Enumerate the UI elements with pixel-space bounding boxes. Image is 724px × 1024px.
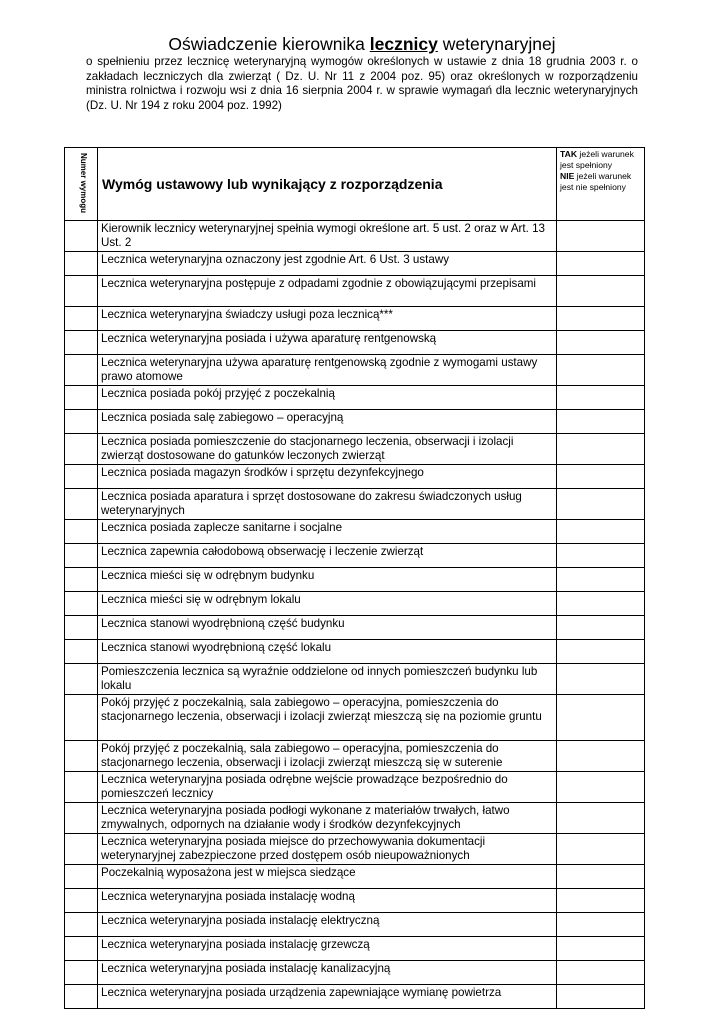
requirement-text-cell: Lecznica posiada zaplecze sanitarne i socjalne (98, 520, 557, 544)
requirement-text-cell: Poczekalnią wyposażona jest w miejsca siedzące (98, 865, 557, 889)
answer-cell[interactable] (557, 307, 645, 331)
requirement-number-cell[interactable] (65, 937, 98, 961)
table-row (65, 985, 645, 1009)
table-row (65, 568, 645, 592)
table-row (65, 834, 645, 865)
requirement-number-cell[interactable] (65, 276, 98, 307)
requirement-number-cell[interactable] (65, 803, 98, 834)
header-requirement-label: Wymóg ustawowy lub wynikający z rozporządzenia (102, 176, 443, 192)
requirement-number-cell[interactable] (65, 741, 98, 772)
answer-cell[interactable] (557, 465, 645, 489)
requirement-text-cell: Lecznica weterynaryjna posiada instalację wodną (98, 889, 557, 913)
requirement-number-cell[interactable] (65, 221, 98, 252)
answer-cell[interactable] (557, 664, 645, 695)
requirement-number-cell[interactable] (65, 664, 98, 695)
answer-cell[interactable] (557, 386, 645, 410)
header-tak-label: TAK (560, 149, 578, 159)
requirement-text-cell: Lecznica weterynaryjna posiada i używa aparaturę rentgenowską (98, 331, 557, 355)
requirement-number-cell[interactable] (65, 961, 98, 985)
requirement-text-cell: Lecznica weterynaryjna posiada instalację elektryczną (98, 913, 557, 937)
requirement-number-cell[interactable] (65, 544, 98, 568)
answer-cell[interactable] (557, 252, 645, 276)
requirement-text-cell: Lecznica stanowi wyodrębnioną część lokalu (98, 640, 557, 664)
answer-cell[interactable] (557, 803, 645, 834)
requirement-text-cell: Lecznica posiada magazyn środków i sprzętu dezynfekcyjnego (98, 465, 557, 489)
answer-cell[interactable] (557, 772, 645, 803)
title-emphasis: lecznicy (369, 34, 438, 54)
answer-cell[interactable] (557, 434, 645, 465)
requirement-text-cell: Lecznica weterynaryjna posiada instalację grzewczą (98, 937, 557, 961)
table-row (65, 544, 645, 568)
table-row (65, 520, 645, 544)
requirement-number-cell[interactable] (65, 695, 98, 741)
requirement-number-cell[interactable] (65, 616, 98, 640)
requirement-text-cell: Lecznica posiada pokój przyjęć z poczekalnią (98, 386, 557, 410)
requirement-text-cell: Lecznica weterynaryjna posiada urządzenia zapewniające wymianę powietrza (98, 985, 557, 1009)
requirement-text-cell: Lecznica posiada pomieszczenie do stacjonarnego leczenia, obserwacji i izolacji zwierząt dostosowane do gatunków leczonych zwierząt (98, 434, 557, 465)
title-suffix: weterynaryjnej (437, 34, 556, 54)
answer-cell[interactable] (557, 355, 645, 386)
answer-cell[interactable] (557, 865, 645, 889)
table-row (65, 276, 645, 307)
table-row (65, 489, 645, 520)
requirement-number-cell[interactable] (65, 592, 98, 616)
requirement-text-cell: Pokój przyjęć z poczekalnią, sala zabiegowo – operacyjna, pomieszczenia do stacjonarnego leczenia, obserwacji i izolacji zwierząt mieszczą się w suterenie (98, 741, 557, 772)
table-row (65, 331, 645, 355)
requirement-text-cell: Lecznica weterynaryjna używa aparaturę rentgenowską zgodnie z wymogami ustawy prawo atomowe (98, 355, 557, 386)
requirement-text-cell: Pomieszczenia lecznica są wyraźnie oddzielone od innych pomieszczeń budynku lub lokalu (98, 664, 557, 695)
table-row (65, 913, 645, 937)
header-nie-text: jeżeli warunek jest nie spełniony (560, 171, 632, 192)
requirement-text-cell: Lecznica weterynaryjna posiada podłogi wykonane z materiałów trwałych, łatwo zmywalnych, odpornych na działanie wody i środków dezynfekcyjnych (98, 803, 557, 834)
requirement-text-cell: Lecznica weterynaryjna posiada odrębne wejście prowadzące bezpośrednio do pomieszczeń lecznicy (98, 772, 557, 803)
table-row (65, 741, 645, 772)
table-row (65, 221, 645, 252)
requirement-text-cell: Lecznica weterynaryjna posiada instalację kanalizacyjną (98, 961, 557, 985)
table-row (65, 410, 645, 434)
requirement-number-cell[interactable] (65, 410, 98, 434)
header-number-label: Numer wymogu (79, 153, 88, 214)
header-tak-text: jeżeli warunek jest spełniony (560, 149, 634, 170)
requirement-text-cell: Lecznica zapewnia całodobową obserwację i leczenie zwierząt (98, 544, 557, 568)
table-row (65, 889, 645, 913)
header-answer-cell (557, 148, 645, 221)
requirement-number-cell[interactable] (65, 568, 98, 592)
answer-cell[interactable] (557, 331, 645, 355)
table-row (65, 386, 645, 410)
document-title (0, 33, 724, 55)
table-row (65, 961, 645, 985)
answer-cell[interactable] (557, 834, 645, 865)
header-requirement-cell (98, 148, 557, 221)
table-row (65, 937, 645, 961)
table-row (65, 307, 645, 331)
requirement-number-cell[interactable] (65, 865, 98, 889)
requirement-number-cell[interactable] (65, 252, 98, 276)
requirement-text-cell: Lecznica weterynaryjna posiada miejsce do przechowywania dokumentacji weterynaryjnej zabezpieczone przed dostępem osób nieupoważnionych (98, 834, 557, 865)
answer-cell[interactable] (557, 410, 645, 434)
table-row (65, 772, 645, 803)
table-row (65, 465, 645, 489)
header-number-cell (65, 148, 98, 221)
answer-cell[interactable] (557, 889, 645, 913)
requirement-number-cell[interactable] (65, 355, 98, 386)
requirement-text-cell: Lecznica mieści się w odrębnym budynku (98, 568, 557, 592)
answer-cell[interactable] (557, 695, 645, 741)
table-row (65, 664, 645, 695)
requirement-number-cell[interactable] (65, 434, 98, 465)
requirement-text-cell: Kierownik lecznicy weterynaryjnej spełnia wymogi określone art. 5 ust. 2 oraz w Art. 13 Ust. 2 (98, 221, 557, 252)
header-nie-label: NIE (560, 171, 575, 181)
requirement-text-cell: Lecznica stanowi wyodrębnioną część budynku (98, 616, 557, 640)
table-row (65, 640, 645, 664)
requirement-number-cell[interactable] (65, 889, 98, 913)
requirement-text-cell: Lecznica weterynaryjna postępuje z odpadami zgodnie z obowiązującymi przepisami (98, 276, 557, 307)
answer-cell[interactable] (557, 544, 645, 568)
intro-paragraph: o spełnieniu przez lecznicę weterynaryjną wymogów określonych w ustawie z dnia 18 grudnia 2003 r. o zakładach leczniczych dla zwierząt ( Dz. U. Nr 11 z 2004 poz. 95) oraz określonych w rozporządzeniu ministra rolnictwa i rozwoju wsi z dnia 16 sierpnia 2004 r. w sprawie wymagań dla lecznic weterynaryjnych (Dz. U. Nr 194 z roku 2004 poz. 1992) (86, 55, 638, 112)
answer-cell[interactable] (557, 616, 645, 640)
requirement-number-cell[interactable] (65, 331, 98, 355)
requirement-text-cell: Lecznica weterynaryjna oznaczony jest zgodnie Art. 6 Ust. 3 ustawy (98, 252, 557, 276)
requirement-number-cell[interactable] (65, 640, 98, 664)
answer-cell[interactable] (557, 520, 645, 544)
answer-cell[interactable] (557, 961, 645, 985)
requirement-text-cell: Lecznica posiada aparatura i sprzęt dostosowane do zakresu świadczonych usług weterynaryjnych (98, 489, 557, 520)
answer-cell[interactable] (557, 221, 645, 252)
requirement-number-cell[interactable] (65, 386, 98, 410)
answer-cell[interactable] (557, 568, 645, 592)
table-row (65, 434, 645, 465)
answer-cell[interactable] (557, 937, 645, 961)
requirements-table (64, 147, 645, 1009)
table-row (65, 252, 645, 276)
requirement-number-cell[interactable] (65, 489, 98, 520)
requirement-text-cell: Lecznica weterynaryjna świadczy usługi poza lecznicą*** (98, 307, 557, 331)
table-row (65, 355, 645, 386)
requirement-text-cell: Lecznica mieści się w odrębnym lokalu (98, 592, 557, 616)
answer-cell[interactable] (557, 489, 645, 520)
requirement-text-cell: Pokój przyjęć z poczekalnią, sala zabiegowo – operacyjna, pomieszczenia do stacjonarnego leczenia, obserwacji i izolacji zwierząt mieszczą się na poziomie gruntu (98, 695, 557, 741)
requirement-number-cell[interactable] (65, 985, 98, 1009)
requirement-number-cell[interactable] (65, 465, 98, 489)
answer-cell[interactable] (557, 640, 645, 664)
table-row (65, 695, 645, 741)
answer-cell[interactable] (557, 741, 645, 772)
table-row (65, 616, 645, 640)
requirement-number-cell[interactable] (65, 307, 98, 331)
table-row (65, 865, 645, 889)
answer-cell[interactable] (557, 592, 645, 616)
requirement-number-cell[interactable] (65, 520, 98, 544)
answer-cell[interactable] (557, 985, 645, 1009)
title-prefix: Oświadczenie kierownika (168, 34, 370, 54)
requirement-number-cell[interactable] (65, 834, 98, 865)
table-row (65, 592, 645, 616)
requirement-text-cell: Lecznica posiada salę zabiegowo – operacyjną (98, 410, 557, 434)
requirement-number-cell[interactable] (65, 772, 98, 803)
answer-cell[interactable] (557, 276, 645, 307)
table-row (65, 803, 645, 834)
requirement-number-cell[interactable] (65, 913, 98, 937)
answer-cell[interactable] (557, 913, 645, 937)
table-header-row (65, 148, 645, 221)
